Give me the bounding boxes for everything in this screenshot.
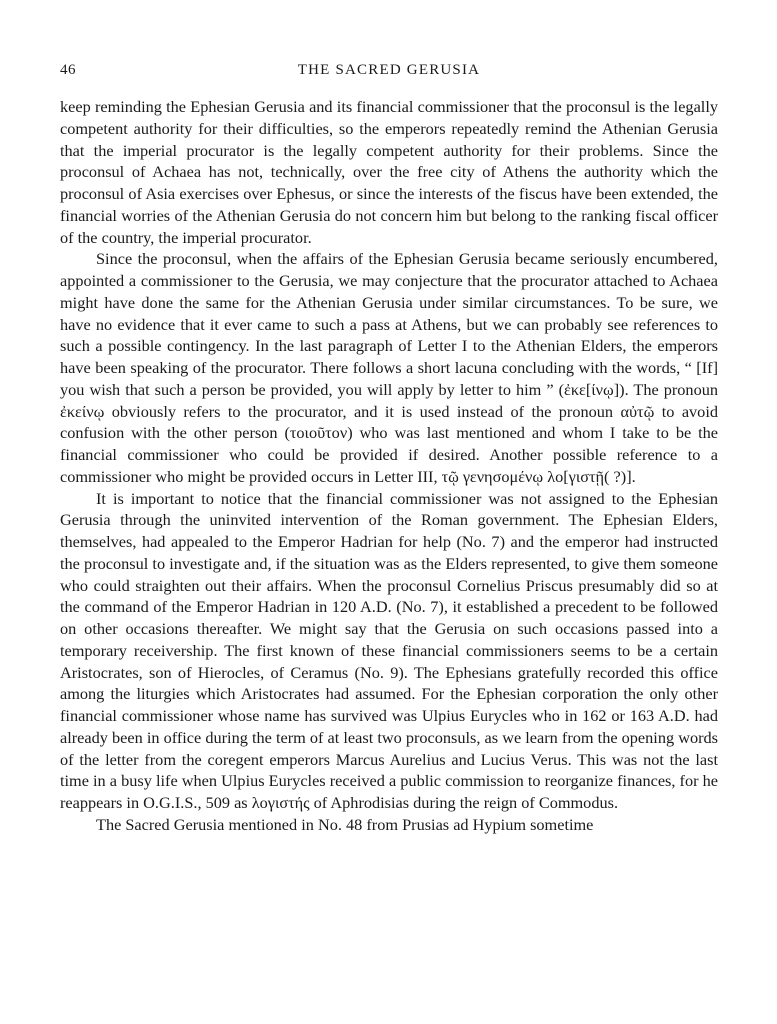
- running-title: THE SACRED GERUSIA: [297, 62, 481, 78]
- paragraph-3: It is important to notice that the financial commissioner was not assigned to the Ephesian Gerusia through the uninvited intervention of the Roman government. The Ephesian Elders, themselves, had appealed to the Emperor Hadrian for help (No. 7) and the emperor had instructed the proconsul to investigate and, if the situation was as the Elders represented, to give them someone who could straighten out their affairs. When the proconsul Cornelius Priscus presumably did so at the command of the Emperor Hadrian in 120 A.D. (No. 7), it established a precedent to be followed on other occasions thereafter. We might say that the Gerusia on such occasions passed into a temporary receivership. The first known of these financial commissioners seems to be a certain Aristocrates, son of Hierocles, of Ceramus (No. 9). The Ephesians gratefully recorded this office among the liturgies which Aristocrates had assumed. For the Ephesian corporation the only other financial commissioner whose name has survived was Ulpius Eurycles who in 162 or 163 A.D. had already been in office during the term of at least two proconsuls, as we learn from the opening words of the letter from the coregent emperors Marcus Aurelius and Lucius Verus. This was not the last time in a busy life when Ulpius Eurycles received a public commission to reorganize finances, for he reappears in O.G.I.S., 509 as λογιστής of Aphrodisias during the reign of Commodus.: [60, 488, 718, 812]
- page-number: 46: [60, 62, 76, 78]
- paragraph-2: Since the proconsul, when the affairs of the Ephesian Gerusia became seriously encumbered, appointed a commissioner to the Gerusia, we may conjecture that the procurator attached to Achaea might have done the same for the Athenian Gerusia under similar circumstances. To be sure, we have no evidence that it ever came to such a pass at Athens, but we can probably see references to such a possible contingency. In the last paragraph of Letter I to the Athenian Elders, the emperors have been speaking of the procurator. There follows a short lacuna concluding with the words, “ [If] you wish that such a person be provided, you will apply by letter to him ” (ἐκε[ίνῳ]). The pronoun ἐκείνῳ obviously refers to the procurator, and it is used instead of the pronoun αὐτῷ to avoid confusion with the other person (τοιοῦτον) who was last mentioned and whom I take to be the financial commissioner who could be provided if desired. Another possible reference to a commissioner who might be provided occurs in Letter III, τῷ γενησομένῳ λο[γιστῇ( ?)].: [60, 249, 718, 486]
- paragraph-1: keep reminding the Ephesian Gerusia and its financial commissioner that the proconsul is the legally competent authority for their difficulties, so the emperors repeatedly remind the Athenian Gerusia that the imperial procurator is the legally competent authority for their problems. Since the proconsul of Achaea has not, technically, over the free city of Athens the authority which the proconsul of Asia exercises over Ephesus, or since the interests of the fiscus have been extended, the financial worries of the Athenian Gerusia do not concern him but belong to the ranking fiscal officer of the country, the imperial procurator.: [60, 97, 718, 247]
- running-head: [60, 62, 718, 84]
- paragraph-4: The Sacred Gerusia mentioned in No. 48 from Prusias ad Hypium sometime: [96, 814, 594, 834]
- body-text: [60, 96, 718, 836]
- page: [60, 62, 718, 836]
